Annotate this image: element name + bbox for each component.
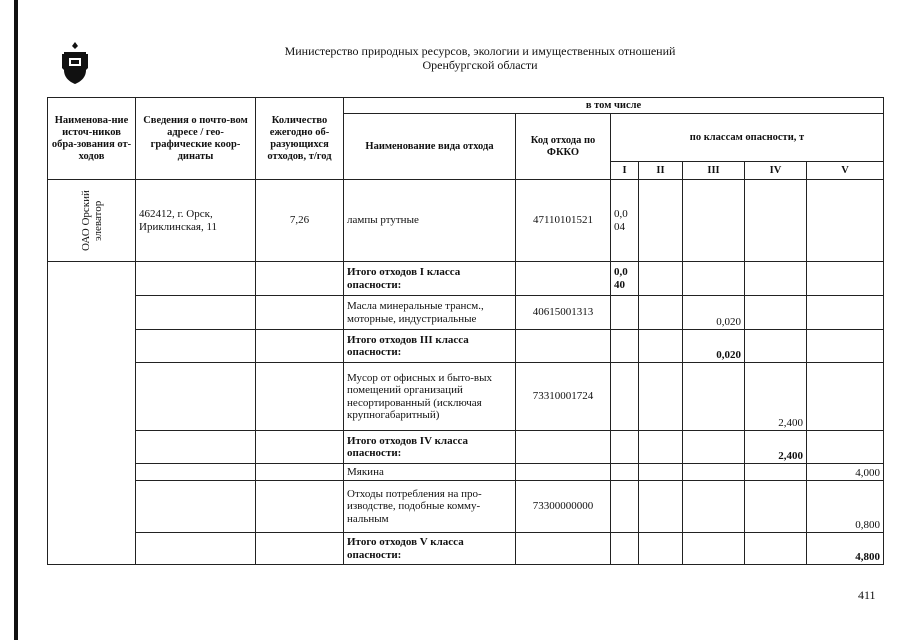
class-4-cell — [745, 262, 807, 296]
class-2-cell — [639, 330, 683, 363]
class-5-cell — [807, 431, 884, 464]
class-5-cell: 0,800 — [807, 481, 884, 533]
class-3-cell — [683, 363, 745, 431]
class-5-cell — [807, 296, 884, 330]
waste-table — [47, 97, 884, 565]
fkko-cell: 47110101521 — [516, 180, 611, 262]
class-5-cell — [807, 180, 884, 262]
waste-name-cell: Итого отходов I класса опасности: — [344, 262, 516, 296]
quantity-cell-empty — [256, 533, 344, 565]
class-5-cell: 4,800 — [807, 533, 884, 565]
quantity-cell-empty — [256, 363, 344, 431]
class-1-cell — [611, 431, 639, 464]
class-5-cell — [807, 262, 884, 296]
table-row — [48, 262, 884, 296]
col-including: в том числе — [344, 98, 884, 114]
class-1-cell — [611, 464, 639, 481]
source-cell — [48, 180, 136, 262]
address-cell-empty — [136, 464, 256, 481]
fkko-cell — [516, 330, 611, 363]
col-class-2: II — [639, 162, 683, 180]
coat-of-arms-icon — [60, 40, 90, 86]
class-1-cell — [611, 330, 639, 363]
waste-name-cell: Мякина — [344, 464, 516, 481]
class-2-cell — [639, 431, 683, 464]
table-row — [48, 533, 884, 565]
class-2-cell — [639, 464, 683, 481]
address-cell-empty — [136, 330, 256, 363]
class-4-cell — [745, 464, 807, 481]
col-quantity: Количество ежегодно об-разующихся отходов, т/год — [256, 98, 344, 180]
fkko-cell: 73300000000 — [516, 481, 611, 533]
class-2-cell — [639, 180, 683, 262]
class-1-cell — [611, 363, 639, 431]
address-cell: 462412, г. Орск, Ириклинская, 11 — [136, 180, 256, 262]
fkko-cell: 40615001313 — [516, 296, 611, 330]
fkko-cell — [516, 262, 611, 296]
class-1-cell — [611, 481, 639, 533]
address-cell-empty — [136, 262, 256, 296]
class-4-cell — [745, 533, 807, 565]
class-3-cell — [683, 431, 745, 464]
fkko-cell — [516, 431, 611, 464]
col-address: Сведения о почто-вом адресе / гео-графические коор-динаты — [136, 98, 256, 180]
col-fkko: Код отхода по ФККО — [516, 114, 611, 180]
address-cell-empty — [136, 296, 256, 330]
address-cell-empty — [136, 481, 256, 533]
class-4-cell — [745, 481, 807, 533]
table-row — [48, 481, 884, 533]
waste-name-cell: Отходы потребления на про-изводстве, подобные комму-нальным — [344, 481, 516, 533]
class-2-cell — [639, 533, 683, 565]
quantity-cell: 7,26 — [256, 180, 344, 262]
class-5-cell — [807, 363, 884, 431]
quantity-cell-empty — [256, 481, 344, 533]
fkko-cell — [516, 464, 611, 481]
waste-name-cell: Итого отходов III класса опасности: — [344, 330, 516, 363]
table-row — [48, 180, 884, 262]
class-3-cell — [683, 481, 745, 533]
class-3-cell: 0,020 — [683, 330, 745, 363]
waste-name-cell: Мусор от офисных и быто-вых помещений организаций несортированный (исключая крупногабаритный) — [344, 363, 516, 431]
class-5-cell — [807, 330, 884, 363]
class-3-cell: 0,020 — [683, 296, 745, 330]
col-class-4: IV — [745, 162, 807, 180]
source-cell-empty — [48, 262, 136, 565]
class-3-cell — [683, 464, 745, 481]
col-waste-name: Наименование вида отхода — [344, 114, 516, 180]
table-row — [48, 363, 884, 431]
quantity-cell-empty — [256, 296, 344, 330]
class-4-cell — [745, 180, 807, 262]
quantity-cell-empty — [256, 330, 344, 363]
class-4-cell — [745, 296, 807, 330]
region-name: Оренбургской области — [422, 58, 538, 72]
page-number: 411 — [858, 588, 876, 602]
col-class-3: III — [683, 162, 745, 180]
waste-name-cell: лампы ртутные — [344, 180, 516, 262]
table-row — [48, 431, 884, 464]
waste-name-cell: Масла минеральные трансм., моторные, индустриальные — [344, 296, 516, 330]
table-row — [48, 464, 884, 481]
quantity-cell-empty — [256, 262, 344, 296]
fkko-cell — [516, 533, 611, 565]
document-header — [260, 44, 700, 72]
class-4-cell: 2,400 — [745, 363, 807, 431]
header-row-1 — [48, 98, 884, 114]
left-margin-rule — [14, 0, 18, 640]
quantity-cell-empty — [256, 431, 344, 464]
class-5-cell: 4,000 — [807, 464, 884, 481]
address-cell-empty — [136, 431, 256, 464]
class-1-cell: 0,0 04 — [611, 180, 639, 262]
source-name: ОАО Орский элеватор — [79, 190, 104, 251]
class-3-cell — [683, 262, 745, 296]
quantity-cell-empty — [256, 464, 344, 481]
address-cell-empty — [136, 363, 256, 431]
class-2-cell — [639, 296, 683, 330]
table-row — [48, 296, 884, 330]
col-source: Наименова-ние источ-ников обра-зования от-ходов — [48, 98, 136, 180]
address-cell-empty — [136, 533, 256, 565]
fkko-cell: 73310001724 — [516, 363, 611, 431]
class-2-cell — [639, 481, 683, 533]
class-1-cell: 0,0 40 — [611, 262, 639, 296]
col-class-5: V — [807, 162, 884, 180]
ministry-name: Министерство природных ресурсов, экологии и имущественных отношений — [284, 44, 676, 58]
class-4-cell: 2,400 — [745, 431, 807, 464]
waste-name-cell: Итого отходов V класса опасности: — [344, 533, 516, 565]
class-1-cell — [611, 533, 639, 565]
class-3-cell — [683, 180, 745, 262]
waste-name-cell: Итого отходов IV класса опасности: — [344, 431, 516, 464]
table-row — [48, 330, 884, 363]
class-3-cell — [683, 533, 745, 565]
col-by-class: по классам опасности, т — [611, 114, 884, 162]
col-class-1: I — [611, 162, 639, 180]
class-2-cell — [639, 262, 683, 296]
class-2-cell — [639, 363, 683, 431]
class-4-cell — [745, 330, 807, 363]
class-1-cell — [611, 296, 639, 330]
